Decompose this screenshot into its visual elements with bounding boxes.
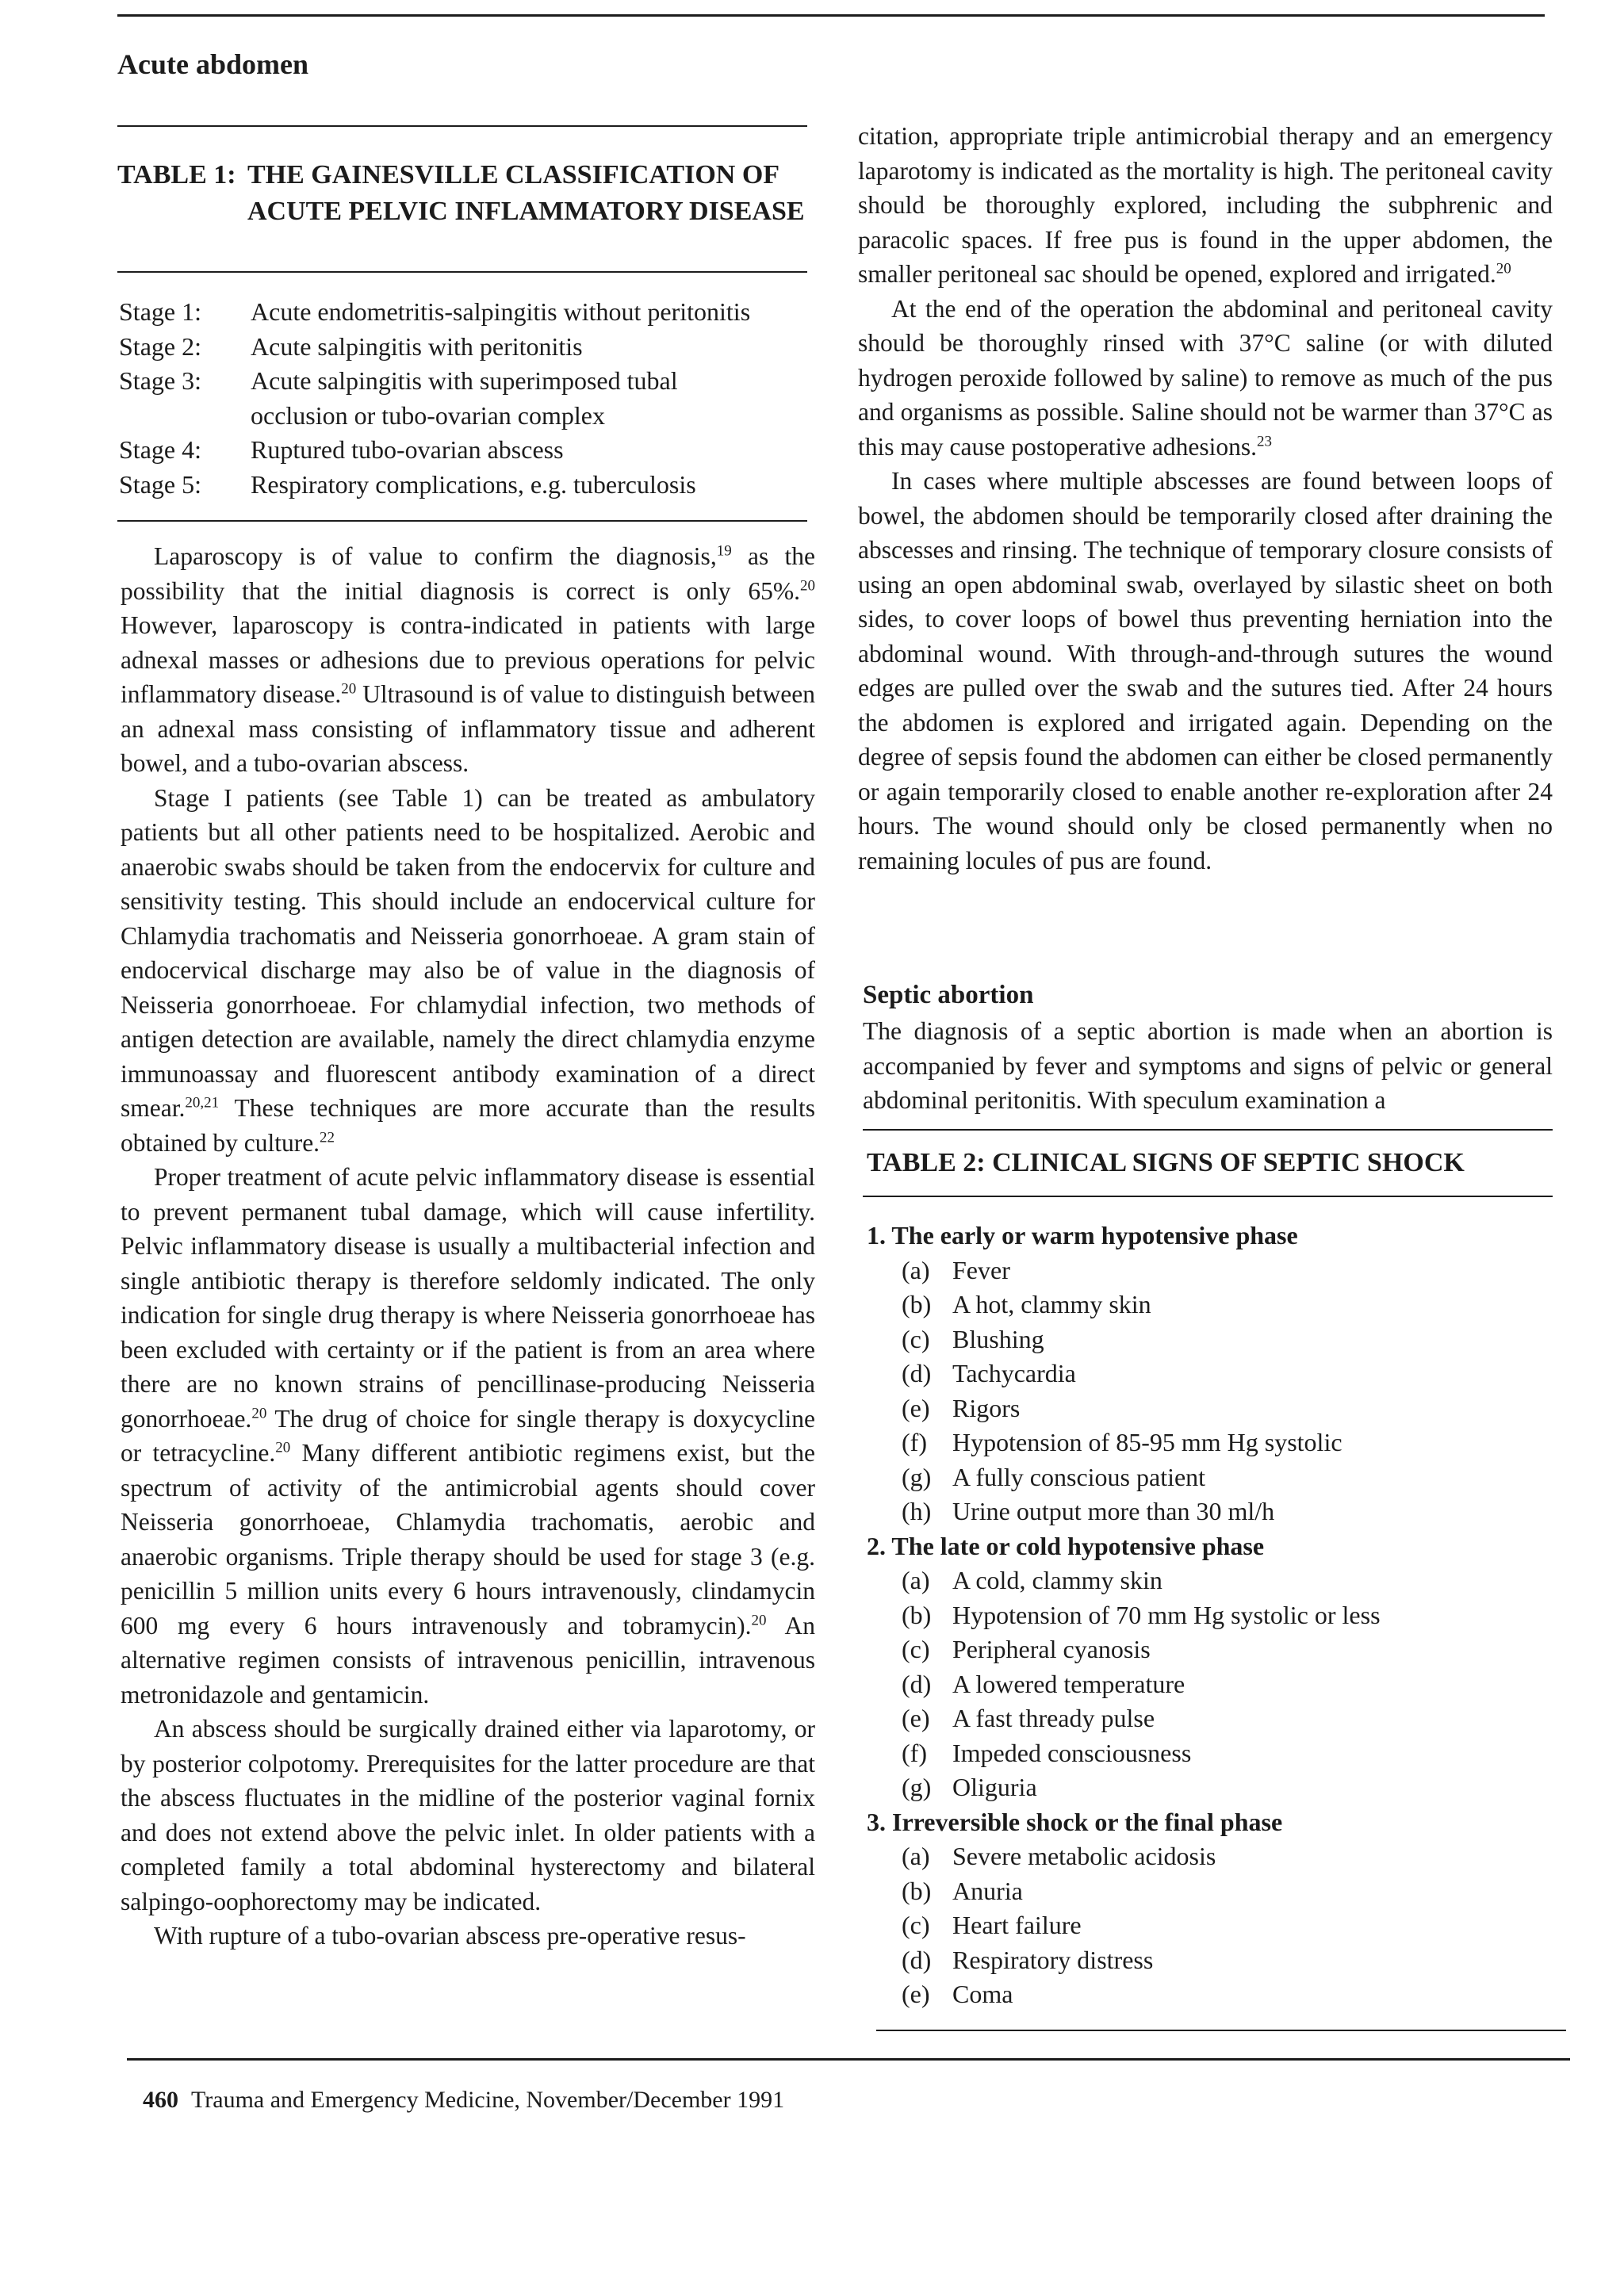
list-item: (c) Heart failure (902, 1911, 1082, 1939)
table1-label: TABLE 1: (117, 160, 236, 189)
paragraph: An abscess should be surgically drained either via laparotomy, or by posterior colpotomy. Prerequisites for the latter procedure are that the abscess fluctuates in the midline of the posterior vaginal fornix and does not extend above the pelvic inlet. In older patients with a completed family a total abdominal hysterectomy and bilateral salpingo-oophorectomy may be indicated. (121, 1715, 815, 1915)
table1-bottom-rule (117, 520, 807, 522)
stage-label: Stage 3: (119, 366, 201, 395)
list-item: (b) Hypotension of 70 mm Hg systolic or less (902, 1600, 1381, 1629)
top-rule (117, 14, 1545, 17)
journal-citation: Trauma and Emergency Medicine, November/December 1991 (191, 2087, 785, 2113)
list-item: (f) Hypotension of 85-95 mm Hg systolic (902, 1428, 1342, 1456)
stage-label: Stage 2: (119, 331, 201, 361)
list-item: (e) A fast thready pulse (902, 1704, 1155, 1732)
page-number: 460 (143, 2087, 178, 2113)
right-column-continued (863, 1014, 1553, 1118)
paragraph: Stage I patients (see Table 1) can be treated as ambulatory patients but all other patients need to be hospitalized. Aerobic and anaerobic swabs should be taken from the endocervix for culture and sensitivity testing. This should include an endocervical culture for Chlamydia trachomatis and Neisseria gonorrhoeae. A gram stain of endocervical discharge may also be of value in the diagnosis of Neisseria gonorrhoeae. For chlamydial infection, two methods of antigen detection are available, namely the direct chlamydia enzyme immunoassay and fluorescent antibody examination of a direct smear.$^{20,21}$ These techniques are more accurate than the results obtained by culture.$^{22}$ (121, 783, 815, 1157)
table2-bottom-rule (876, 2030, 1566, 2031)
paragraph: The diagnosis of a septic abortion is made when an abortion is accompanied by fever and symptoms and signs of pelvic or general abdominal peritonitis. With speculum examination a (863, 1017, 1553, 1114)
paragraph: With rupture of a tubo-ovarian abscess pre-operative resus- (154, 1922, 746, 1950)
table2-body (867, 1219, 1580, 2012)
table1-header-rule (117, 271, 807, 273)
page-footer (143, 2087, 784, 2114)
left-column (121, 539, 815, 1954)
list-item: (f) Impeded consciousness (902, 1738, 1192, 1767)
table-row (119, 433, 817, 468)
table1-title-text: THE GAINESVILLE CLASSIFICATION OF ACUTE PELVIC INFLAMMATORY DISEASE (247, 160, 805, 226)
stage-description: Acute salpingitis with peritonitis (251, 331, 583, 361)
stage-description: Respiratory complications, e.g. tuberculosis (251, 469, 696, 499)
list-item: (g) Oliguria (902, 1773, 1037, 1801)
list-item: (a) Fever (902, 1255, 1010, 1284)
table-row (119, 468, 817, 503)
list-item: (b) A hot, clammy skin (902, 1290, 1151, 1318)
table-row (119, 364, 817, 433)
list-item: (a) Severe metabolic acidosis (902, 1842, 1216, 1870)
list-item: (b) Anuria (902, 1876, 1023, 1905)
table1-body (119, 295, 817, 502)
section-header: Acute abdomen (117, 48, 308, 80)
paragraph: Proper treatment of acute pelvic inflammatory disease is essential to prevent permanent tubal damage, which will cause infertility. Pelvic inflammatory disease is usually a multibacterial infection and single antibiotic therapy is therefore seldomly indicated. The only indication for single drug therapy is where Neisseria gonorrhoeae has been excluded with certainty or if the patient is from an area where there are no known strains of pencillinase-producing Neisseria gonorrhoeae.$^{20}$ The drug of choice for single therapy is doxycycline or tetracycline.$^{20}$ Many different antibiotic regimens exist, but the spectrum of activity of the antimicrobial agents should cover Neisseria gonorrhoeae, Chlamydia trachomatis, aerobic and anaerobic organisms. Triple therapy should be used for stage 3 (e.g. penicillin 5 million units every 6 hours intravenously, clindamycin 600 mg every 6 hours intravenously and tobramycin).$^{20}$ An alternative regimen consists of intravenous penicillin, intravenous metronidazole and gentamicin. (121, 1163, 815, 1709)
table-row (119, 330, 817, 365)
list-item: (d) Respiratory distress (902, 1945, 1154, 1974)
paragraph: In cases where multiple abscesses are found between loops of bowel, the abdomen should be temporarily closed after draining the abscesses and rinsing. The technique of temporary closure consists of using an open abdominal swab, overlayed by silastic sheet on both sides, to cover loops of bowel thus preventing herniation into the abdominal wound. With through-and-through sutures the wound edges are pulled over the swab and the sutures tied. After 24 hours the abdomen is explored and irrigated again. Depending on the degree of sepsis found the abdomen can either be closed permanently or again temporarily closed to enable another re-exploration after 24 hours. The wound should only be closed permanently when no remaining locules of pus are found. (858, 467, 1553, 874)
table1-top-rule (117, 125, 807, 127)
table2-top-rule (863, 1129, 1553, 1131)
phase-title: 2. The late or cold hypotensive phase (867, 1531, 1265, 1560)
list-item: (e) Coma (902, 1980, 1013, 2008)
phase-title: 3. Irreversible shock or the final phase (867, 1807, 1283, 1836)
list-item: (g) A fully conscious patient (902, 1462, 1206, 1491)
list-item: (d) A lowered temperature (902, 1669, 1185, 1698)
stage-label: Stage 1: (119, 297, 201, 326)
paragraph: Laparoscopy is of value to confirm the diagnosis,$^{19}$ as the possibility that the initial diagnosis is correct is only 65%.$^{20}$ However, laparoscopy is contra-indicated in patients with large adnexal masses or adhesions due to previous operations for pelvic inflammatory disease.$^{20}$ Ultrasound is of value to distinguish between an adnexal mass consisting of inflammatory tissue and adherent bowel, and a tubo-ovarian abscess. (121, 542, 815, 777)
table2-header-rule (863, 1196, 1553, 1197)
stage-description: Acute salpingitis with superimposed tubal occlusion or tubo-ovarian complex (251, 366, 678, 430)
table1-title (117, 157, 815, 230)
list-item: (e) Rigors (902, 1393, 1021, 1422)
stage-description: Ruptured tubo-ovarian abscess (251, 435, 564, 464)
right-column (858, 119, 1553, 878)
list-item: (c) Blushing (902, 1324, 1044, 1353)
table2-title: TABLE 2: CLINICAL SIGNS OF SEPTIC SHOCK (867, 1148, 1465, 1177)
footer-rule (127, 2058, 1570, 2061)
stage-label: Stage 4: (119, 435, 201, 464)
paragraph: citation, appropriate triple antimicrobial therapy and an emergency laparotomy is indicated as the mortality is high. The peritoneal cavity should be thoroughly explored, including the subphrenic and paracolic spaces. If free pus is found in the upper abdomen, the smaller peritoneal sac should be opened, explored and irrigated.$^{20}$ (858, 122, 1553, 288)
stage-label: Stage 5: (119, 469, 201, 499)
list-item: (d) Tachycardia (902, 1359, 1076, 1387)
phase-title: 1. The early or warm hypotensive phase (867, 1221, 1298, 1249)
list-item: (a) A cold, clammy skin (902, 1566, 1162, 1594)
list-item: (c) Peripheral cyanosis (902, 1635, 1151, 1663)
table-row (119, 295, 817, 330)
paragraph: At the end of the operation the abdominal and peritoneal cavity should be thoroughly rinsed with 37°C saline (or with diluted hydrogen peroxide followed by saline) to remove as much of the pus and organisms as possible. Saline should not be warmer than 37°C as this may cause postoperative adhesions.$^{23}$ (858, 294, 1553, 461)
list-item: (h) Urine output more than 30 ml/h (902, 1497, 1275, 1525)
septic-abortion-heading: Septic abortion (863, 981, 1034, 1009)
stage-description: Acute endometritis-salpingitis without peritonitis (251, 297, 751, 326)
